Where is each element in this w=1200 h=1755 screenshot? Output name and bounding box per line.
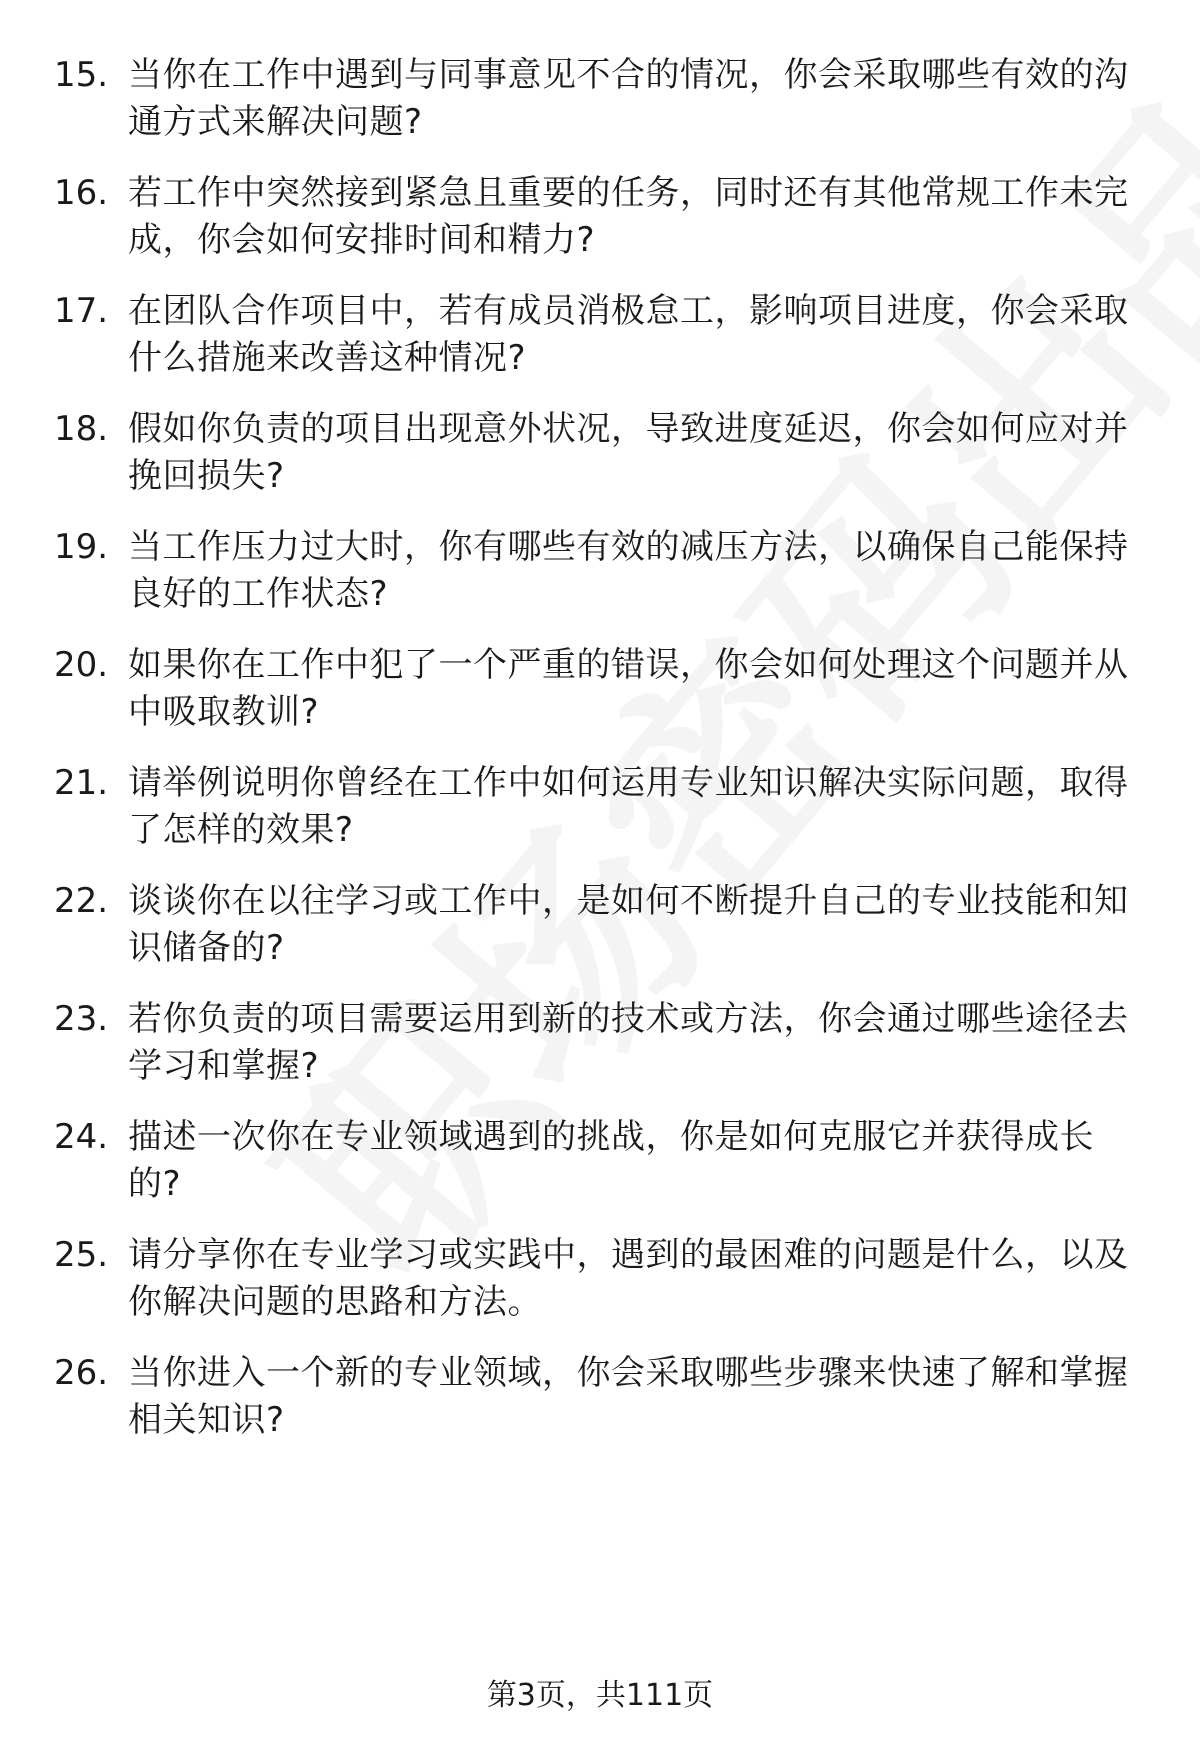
question-item: [54, 288, 1144, 382]
question-number: 16.: [54, 173, 109, 213]
question-item: [54, 170, 1144, 264]
question-number: 17.: [54, 291, 109, 331]
question-text: 当你进入一个新的专业领域，你会采取哪些步骤来快速了解和掌握相关知识?: [128, 1353, 1129, 1440]
page-number-footer: 第3页，共111页: [486, 1678, 714, 1713]
question-text: 请举例说明你曾经在工作中如何运用专业知识解决实际问题，取得了怎样的效果?: [128, 763, 1129, 850]
question-text: 当工作压力过大时，你有哪些有效的减压方法，以确保自己能保持良好的工作状态?: [128, 527, 1129, 614]
question-number: 21.: [54, 763, 109, 803]
question-item: [54, 406, 1144, 500]
question-item: [54, 1114, 1144, 1208]
question-text: 如果你在工作中犯了一个严重的错误，你会如何处理这个问题并从中吸取教训?: [128, 645, 1129, 732]
question-item: [54, 1232, 1144, 1326]
question-number: 24.: [54, 1117, 109, 1157]
question-item: [54, 760, 1144, 854]
question-text: 假如你负责的项目出现意外状况，导致进度延迟，你会如何应对并挽回损失?: [128, 409, 1129, 496]
question-number: 18.: [54, 409, 109, 449]
question-text: 请分享你在专业学习或实践中，遇到的最困难的问题是什么，以及你解决问题的思路和方法。: [128, 1235, 1129, 1322]
question-text: 若你负责的项目需要运用到新的技术或方法，你会通过哪些途径去学习和掌握?: [128, 999, 1129, 1086]
question-item: [54, 996, 1144, 1090]
question-item: [54, 878, 1144, 972]
question-number: 22.: [54, 881, 109, 921]
question-item: [54, 524, 1144, 618]
question-number: 26.: [54, 1353, 109, 1393]
question-number: 15.: [54, 55, 109, 95]
question-item: [54, 52, 1144, 146]
question-text: 在团队合作项目中，若有成员消极怠工，影响项目进度，你会采取什么措施来改善这种情况?: [128, 291, 1129, 378]
question-text: 谈谈你在以往学习或工作中，是如何不断提升自己的专业技能和知识储备的?: [128, 881, 1129, 968]
question-text: 描述一次你在专业领域遇到的挑战，你是如何克服它并获得成长的?: [128, 1117, 1094, 1204]
question-number: 25.: [54, 1235, 109, 1275]
question-text: 若工作中突然接到紧急且重要的任务，同时还有其他常规工作未完成，你会如何安排时间和精力?: [128, 173, 1129, 260]
question-item: [54, 642, 1144, 736]
question-number: 23.: [54, 999, 109, 1039]
question-number: 20.: [54, 645, 109, 685]
question-item: [54, 1350, 1144, 1444]
question-number: 19.: [54, 527, 109, 567]
question-text: 当你在工作中遇到与同事意见不合的情况，你会采取哪些有效的沟通方式来解决问题?: [128, 55, 1129, 142]
